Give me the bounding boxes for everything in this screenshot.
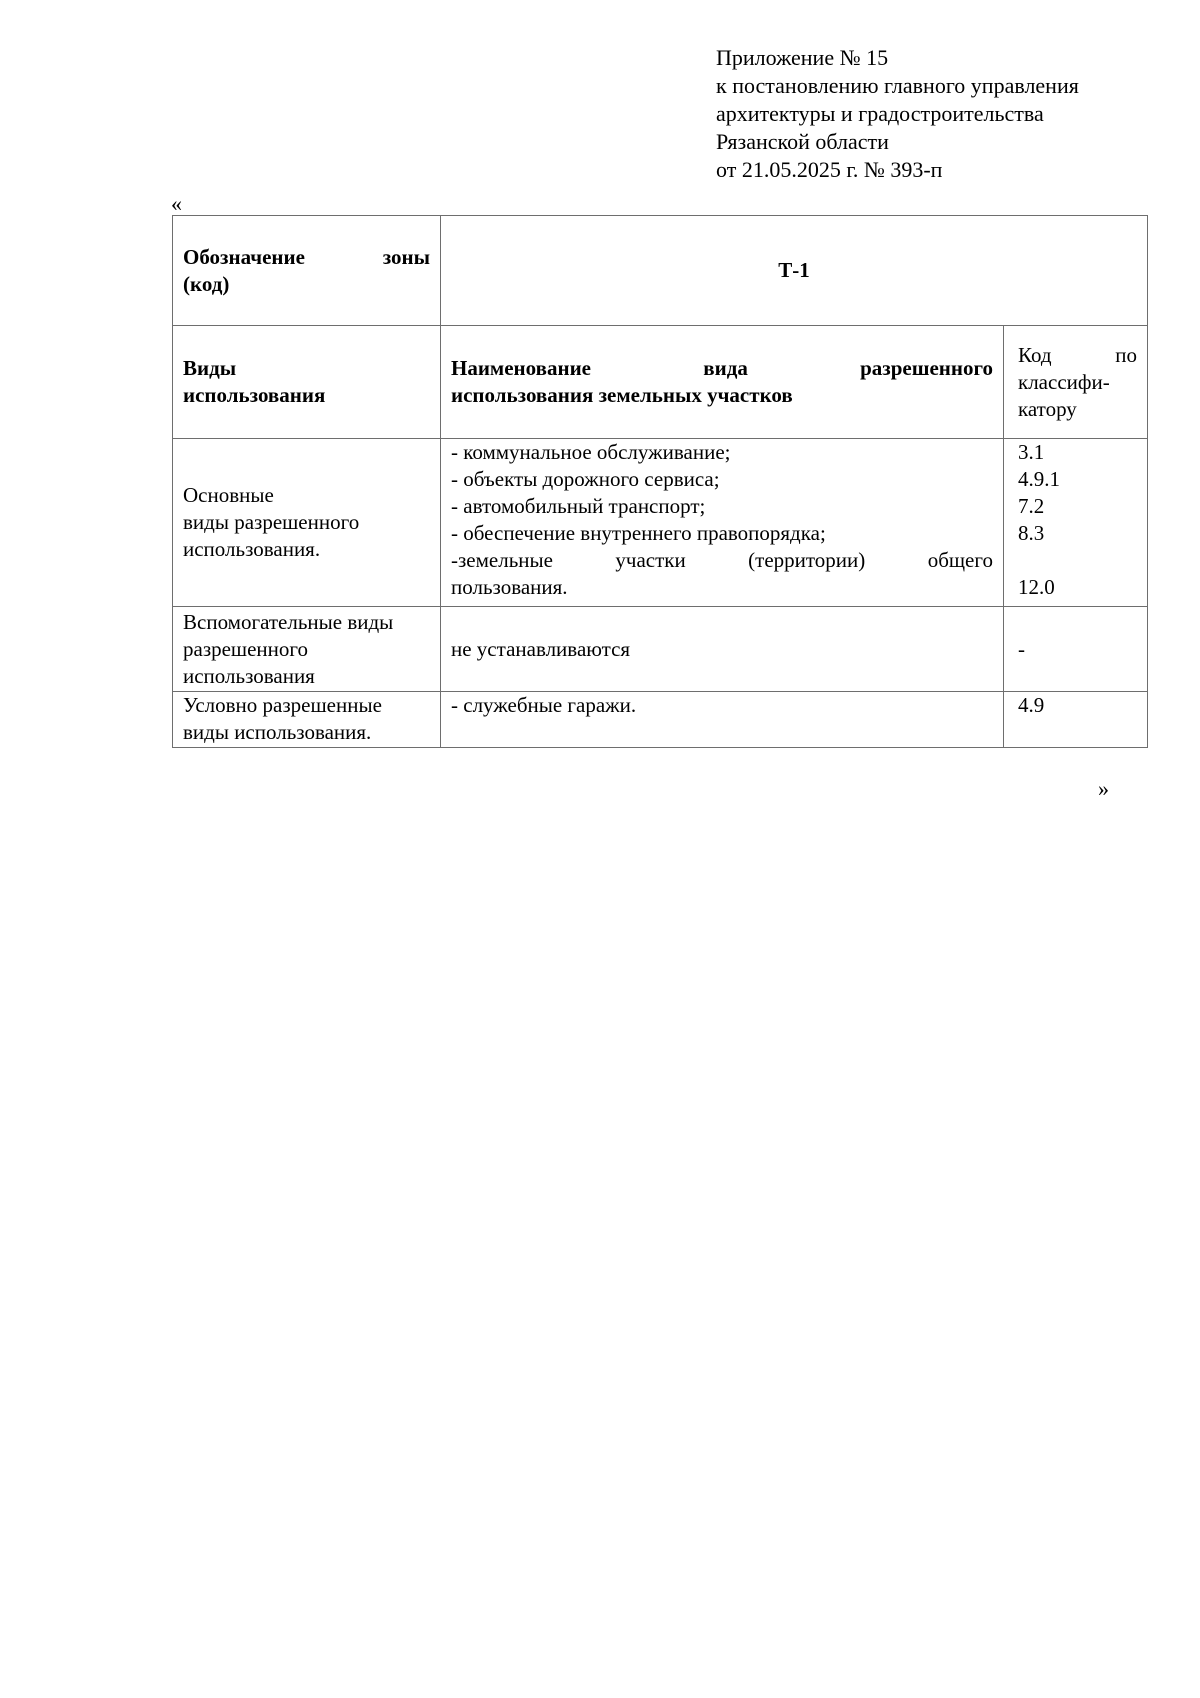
main-use-code-blank xyxy=(1018,547,1137,574)
open-quote: « xyxy=(171,191,182,216)
aux-uses-code: - xyxy=(1018,636,1025,661)
column-header-usage-types xyxy=(173,326,441,439)
zone-label-code: (код) xyxy=(183,271,230,296)
column-header-code-line-2: классифи- xyxy=(1018,369,1110,394)
table-row-conditional-uses xyxy=(173,692,1148,748)
column-header-usage-types-line-1: Виды xyxy=(183,356,237,380)
column-header-usage-types-line-2: использования xyxy=(183,383,326,407)
table-header-row xyxy=(173,326,1148,439)
appendix-date-number: от 21.05.2025 г. № 393-п xyxy=(716,157,943,182)
aux-uses-code-cell xyxy=(1004,607,1148,692)
cond-uses-code: 4.9 xyxy=(1018,693,1045,717)
appendix-line-2: к постановлению главного управления xyxy=(716,73,1079,98)
main-use-code: 4.9.1 xyxy=(1018,467,1060,491)
main-uses-codes-cell xyxy=(1004,439,1148,607)
zone-label-word-2: зоны xyxy=(382,244,430,269)
main-use-code: 8.3 xyxy=(1018,521,1045,545)
main-uses-label-line-1: Основные xyxy=(183,483,274,507)
main-use-item: - обеспечение внутреннего правопорядка; xyxy=(451,521,826,545)
table-row-main-uses xyxy=(173,439,1148,607)
column-header-usage-name-word-2: вида xyxy=(703,356,748,380)
main-use-last-word-2: участки xyxy=(615,548,686,572)
column-header-usage-name xyxy=(441,326,1004,439)
aux-uses-label-line-1: Вспомогательные виды xyxy=(183,609,394,634)
main-use-item-last xyxy=(451,547,993,574)
main-use-code: 12.0 xyxy=(1018,575,1055,599)
cond-uses-code-cell xyxy=(1004,692,1148,748)
main-uses-label-line-3: использования. xyxy=(183,537,321,561)
appendix-line-3: архитектуры и градостроительства xyxy=(716,101,1044,126)
column-header-code-line-3: катору xyxy=(1018,396,1077,421)
zone-code-cell xyxy=(441,216,1148,326)
column-header-usage-name-word-3: разрешенного xyxy=(860,356,993,380)
column-header-usage-name-line-2: использования земельных участков xyxy=(451,383,793,407)
cond-uses-value-cell xyxy=(441,692,1004,748)
cond-uses-label-line-2: виды использования. xyxy=(183,720,372,744)
aux-uses-label-line-3: использования xyxy=(183,663,315,688)
zone-table xyxy=(172,215,1148,748)
main-uses-list-cell xyxy=(441,439,1004,607)
zone-code: Т-1 xyxy=(778,258,810,282)
main-use-last-word-3: (территории) xyxy=(748,548,866,572)
main-use-item: - коммунальное обслуживание; xyxy=(451,440,731,464)
appendix-line-4: Рязанской области xyxy=(716,129,889,154)
column-header-code-word-1: Код xyxy=(1018,342,1052,367)
table-row-zone xyxy=(173,216,1148,326)
main-uses-label-cell xyxy=(173,439,441,607)
main-use-code: 3.1 xyxy=(1018,440,1045,464)
column-header-classifier-code xyxy=(1004,326,1148,439)
column-header-usage-name-word-1: Наименование xyxy=(451,356,591,380)
aux-uses-label-line-2: разрешенного xyxy=(183,636,308,661)
main-use-last-line-2: пользования. xyxy=(451,575,568,599)
cond-uses-label-cell xyxy=(173,692,441,748)
main-use-item: - объекты дорожного сервиса; xyxy=(451,467,720,491)
main-uses-label-line-2: виды разрешенного xyxy=(183,510,360,534)
main-use-last-word-1: -земельные xyxy=(451,548,553,572)
main-use-code: 7.2 xyxy=(1018,494,1045,518)
aux-uses-value: не устанавливаются xyxy=(451,636,631,661)
cond-uses-label-line-1: Условно разрешенные xyxy=(183,693,382,717)
main-use-last-word-4: общего xyxy=(927,548,993,572)
appendix-number: Приложение № 15 xyxy=(716,45,889,70)
zone-label-word-1: Обозначение xyxy=(183,244,305,269)
table-row-auxiliary-uses xyxy=(173,607,1148,692)
column-header-code-word-2: по xyxy=(1115,342,1137,367)
cond-uses-value: - служебные гаражи. xyxy=(451,693,637,717)
aux-uses-value-cell xyxy=(441,607,1004,692)
aux-uses-label-cell xyxy=(173,607,441,692)
close-quote: » xyxy=(1098,776,1109,801)
main-use-item: - автомобильный транспорт; xyxy=(451,494,706,518)
zone-label-cell xyxy=(173,216,441,326)
appendix-header xyxy=(716,44,1079,184)
